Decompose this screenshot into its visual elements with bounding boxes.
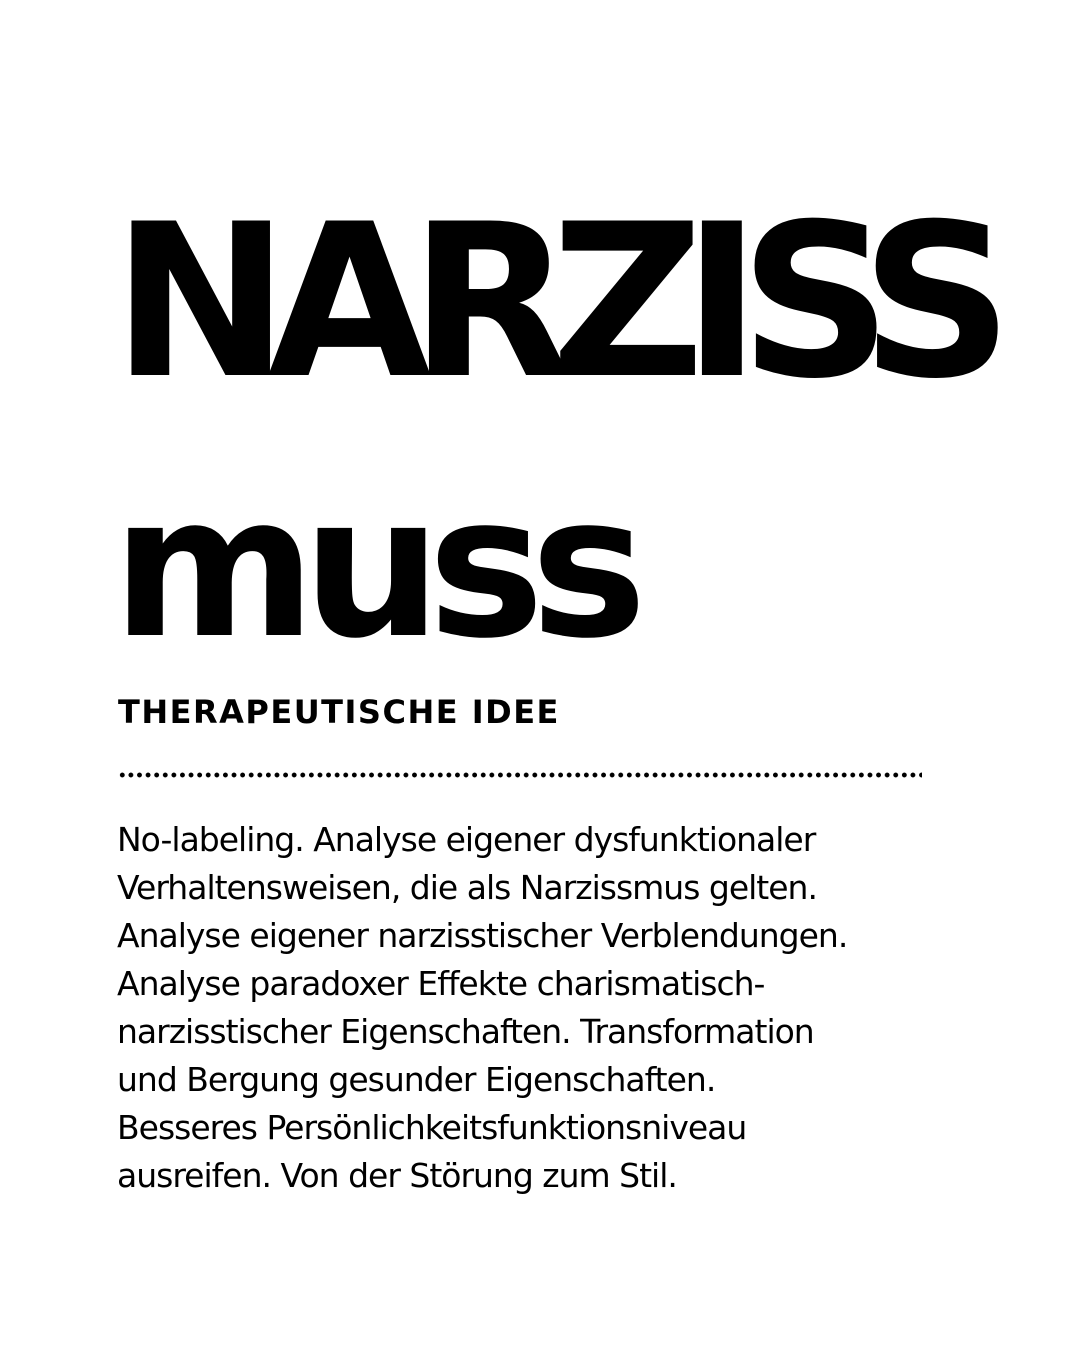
description-line: ausreifen. Von der Störung zum Stil. xyxy=(117,1156,677,1195)
description-line: Analyse eigener narzisstischer Verblendungen. xyxy=(117,916,848,955)
description-line: Analyse paradoxer Effekte charismatisch- xyxy=(117,964,765,1003)
description-text xyxy=(117,816,957,1200)
headline-line-1: NARZISS xyxy=(112,178,992,425)
headline-line-2: muss xyxy=(112,454,634,682)
description-line: Verhaltensweisen, die als Narzissmus gelten. xyxy=(117,868,817,907)
dotted-divider xyxy=(118,772,922,778)
description-line: Besseres Persönlichkeitsfunktionsniveau xyxy=(117,1108,747,1147)
description-line: narzisstischer Eigenschaften. Transformation xyxy=(117,1012,814,1051)
subtitle: THERAPEUTISCHE IDEE xyxy=(118,693,560,731)
description-line: und Bergung gesunder Eigenschaften. xyxy=(117,1060,716,1099)
description-line: No-labeling. Analyse eigener dysfunktionaler xyxy=(117,820,816,859)
